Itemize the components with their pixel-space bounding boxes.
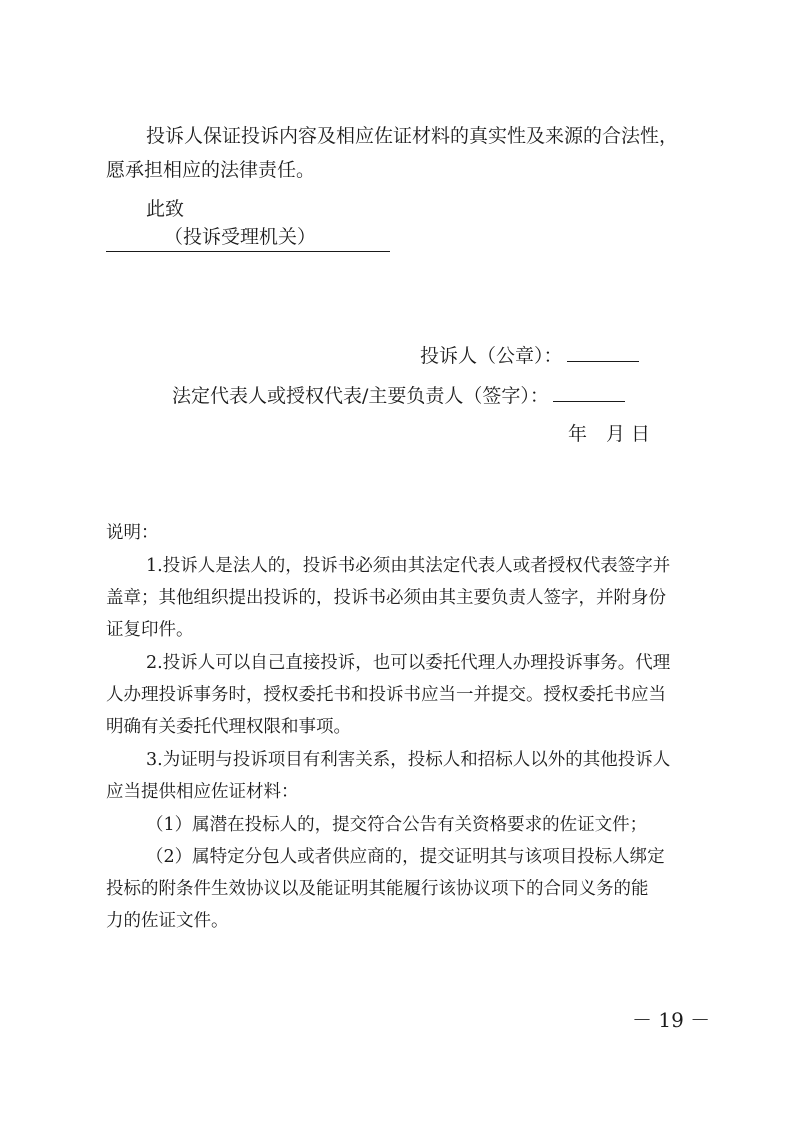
note-line: 明确有关委托代理权限和事项。 [106,717,351,737]
pledge-line-1: 投诉人保证投诉内容及相应佐证材料的真实性及来源的合法性， [146,125,679,147]
note-line: 3.为证明与投诉项目有利害关系，投标人和招标人以外的其他投诉人 [146,750,671,770]
pledge-line-2: 愿承担相应的法律责任。 [106,159,316,181]
note-line: 力的佐证文件。 [106,911,229,931]
note-line: 投标的附条件生效协议以及能证明其能履行该协议项下的合同义务的能 [106,879,649,899]
notes-heading: 说明： [106,523,159,543]
representative-signature [172,384,625,408]
representative-signature-blank [553,385,625,402]
note-line: 人办理投诉事务时，授权委托书和投诉书应当一并提交。授权委托书应当 [106,685,666,705]
note-line: 盖章；其他组织提出投诉的，投诉书必须由其主要负责人签字，并附身份 [106,588,666,608]
addressee: （投诉受理机关） [164,226,317,248]
complainant-label: 投诉人（公章）： [420,345,563,367]
addressee-line [106,225,390,252]
note-line: （2）属特定分包人或者供应商的，提交证明其与该项目投标人绑定 [146,847,665,867]
salutation: 此致 [146,198,185,220]
signature-date: 年 月 日 [568,423,651,445]
complainant-seal-blank [567,345,639,362]
note-line: 应当提供相应佐证材料： [106,782,299,802]
representative-label: 法定代表人或授权代表/主要负责人（签字）： [172,385,549,407]
complainant-signature [420,344,639,368]
note-line: 2.投诉人可以自己直接投诉，也可以委托代理人办理投诉事务。代理 [146,653,671,673]
note-line: 证复印件。 [106,620,194,640]
note-line: 1.投诉人是法人的，投诉书必须由其法定代表人或者授权代表签字并 [146,556,671,576]
page-number: － 19 － [632,1008,711,1032]
note-line: （1）属潜在投标人的，提交符合公告有关资格要求的佐证文件； [146,815,648,835]
